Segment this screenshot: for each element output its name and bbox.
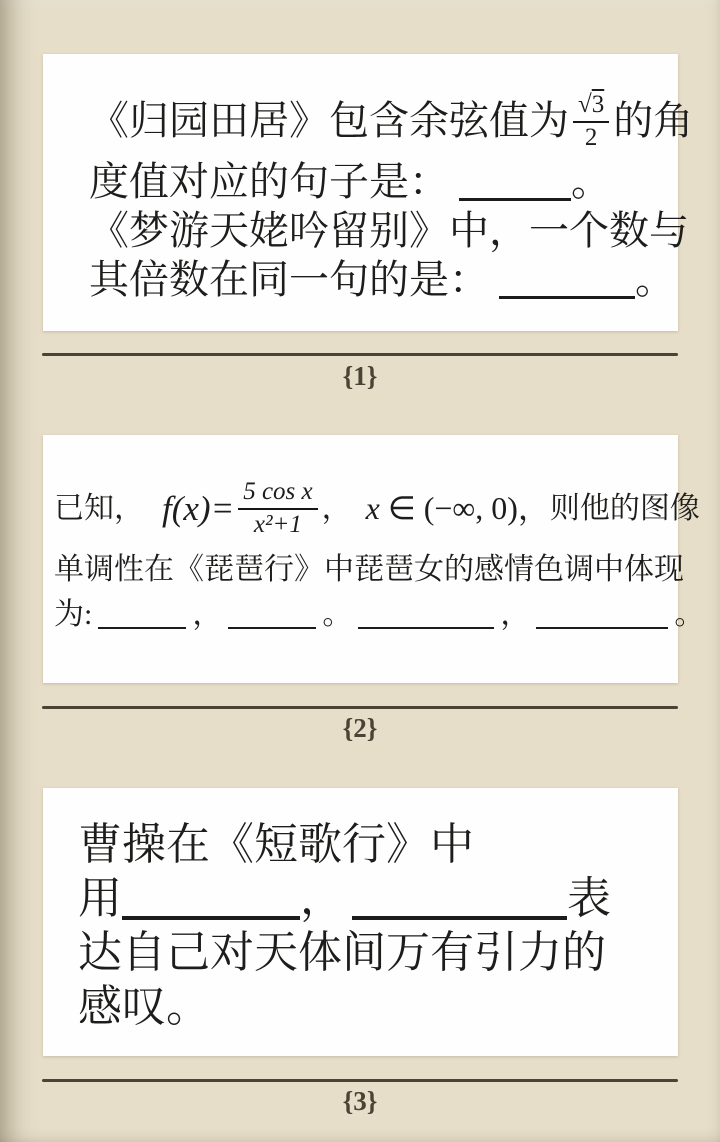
q1-line1 xyxy=(89,84,694,158)
answer-blank xyxy=(358,611,494,630)
section-divider-3 xyxy=(42,1079,678,1082)
fraction-numerator: 5 cos x xyxy=(238,478,317,510)
q1-line3-text: 《梦游天姥吟留别》中，一个数与 xyxy=(89,209,689,253)
q2-line3-text: 为: xyxy=(54,598,93,631)
question-card-2 xyxy=(43,435,705,683)
q2-intro: 已知， xyxy=(54,491,144,525)
fraction-5cosx-over-x2plus1 xyxy=(238,478,317,539)
page-number-2: {2} xyxy=(342,713,378,743)
q3-comma: ， xyxy=(300,874,344,923)
q1-line1-text: 《归园田居》包含余弦值为 xyxy=(89,98,569,143)
fraction-numerator xyxy=(573,91,609,123)
q2-punct-2: 。 xyxy=(322,598,353,631)
radicand: 3 xyxy=(591,90,605,118)
page-number-1: {1} xyxy=(342,361,378,391)
fraction-sqrt3-over-2 xyxy=(573,91,609,152)
answer-blank xyxy=(352,892,567,920)
q2-line2 xyxy=(54,547,684,592)
section-divider-1 xyxy=(42,353,678,356)
answer-blank xyxy=(122,892,300,920)
variable-x: x xyxy=(365,489,380,526)
answer-blank xyxy=(98,611,186,630)
q2-line3 xyxy=(54,592,705,637)
q3-line2-text-after: 表 xyxy=(567,874,611,923)
function-notation: f(x)= xyxy=(162,488,235,528)
q2-punct-4: 。 xyxy=(674,598,705,631)
q2-line1-end: 则他的图像 xyxy=(549,491,700,525)
q2-punct-1: ， xyxy=(192,598,223,631)
q2-line1 xyxy=(54,469,700,547)
q1-line2 xyxy=(89,158,664,207)
fraction-denominator: 2 xyxy=(584,123,598,151)
q1-line4 xyxy=(89,256,675,305)
section-divider-2 xyxy=(42,706,678,709)
q1-line4-period: 。 xyxy=(635,258,675,302)
q1-line3 xyxy=(89,207,689,256)
answer-blank xyxy=(459,176,571,201)
q1-line4-text: 其倍数在同一句的是： xyxy=(89,258,489,302)
q3-line4 xyxy=(78,980,666,1034)
page-number-3: {3} xyxy=(342,1086,378,1116)
answer-blank xyxy=(536,611,668,630)
q1-line1-text-after: 的角 xyxy=(613,98,694,143)
q1-line2-text: 度值对应的句子是： xyxy=(89,160,449,204)
q2-punct-3: ， xyxy=(500,598,531,631)
q2-comma: ， xyxy=(321,491,352,525)
q2-line2-text: 单调性在《琵琶行》中琵琶女的感情色调中体现 xyxy=(54,553,684,586)
q3-line3-text: 达自己对天体间万有引力的 xyxy=(78,928,606,977)
q3-line4-text: 感叹。 xyxy=(78,982,210,1031)
domain-interval: ∈ (−∞, 0)， xyxy=(379,489,550,526)
radical-sign: √ xyxy=(578,90,592,118)
q3-line2 xyxy=(78,872,666,926)
q3-line1 xyxy=(78,818,666,872)
q1-line2-period: 。 xyxy=(571,160,611,204)
question-card-3 xyxy=(43,788,678,1056)
q3-line3 xyxy=(78,926,666,980)
fraction-denominator: x²+1 xyxy=(253,510,302,538)
answer-blank xyxy=(228,611,316,630)
answer-blank xyxy=(499,274,635,299)
domain-expression xyxy=(366,486,550,531)
q3-line1-text: 曹操在《短歌行》中 xyxy=(78,820,474,869)
q3-line2-text: 用 xyxy=(78,874,122,923)
question-card-1 xyxy=(43,54,694,331)
